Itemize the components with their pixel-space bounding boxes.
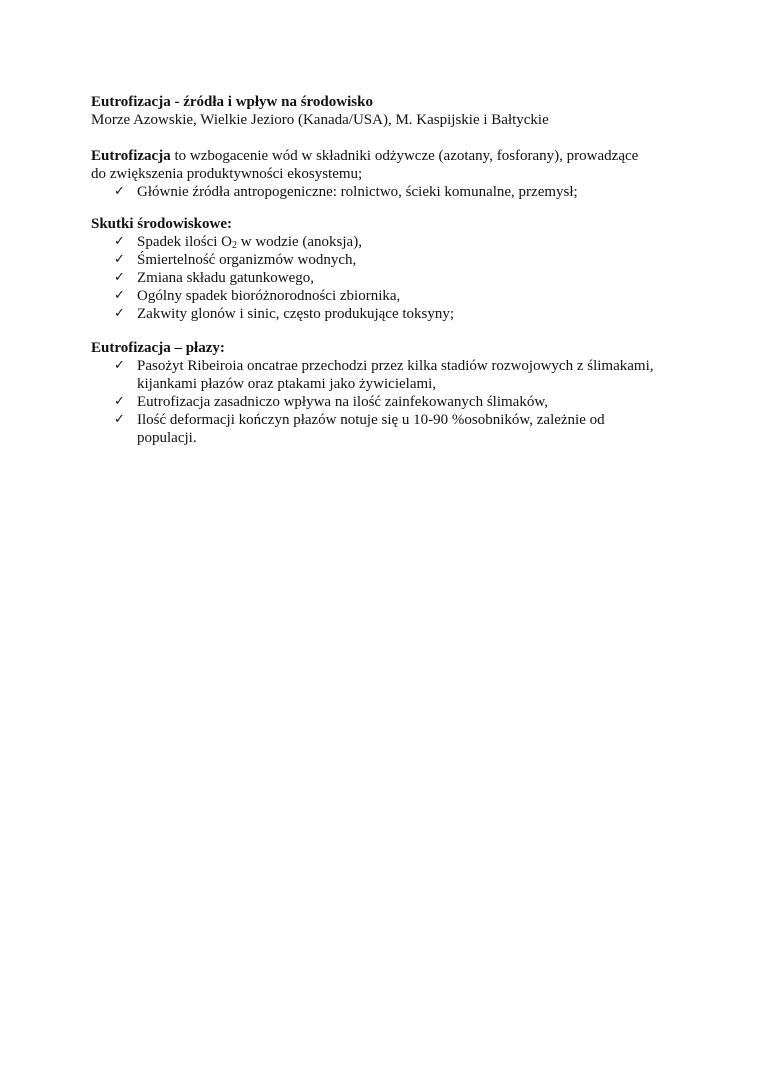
page-subtitle: Morze Azowskie, Wielkie Jezioro (Kanada/USA), M. Kaspijskie i Bałtyckie bbox=[91, 112, 549, 128]
effects-heading: Skutki środowiskowe: bbox=[91, 216, 233, 232]
definition-list bbox=[91, 183, 681, 201]
checkmark-icon: ✓ bbox=[114, 184, 125, 199]
definition-line-2: do zwiększenia produktywności ekosystemu; bbox=[91, 166, 363, 182]
checkmark-icon: ✓ bbox=[114, 412, 125, 427]
definition-term: Eutrofizacja bbox=[91, 148, 171, 164]
list-item: ✓ Głównie źródła antropogeniczne: rolnictwo, ścieki komunalne, przemysł; bbox=[114, 184, 578, 200]
checkmark-icon: ✓ bbox=[114, 306, 125, 321]
checkmark-icon: ✓ bbox=[114, 234, 125, 249]
definition-text: to wzbogacenie wód w składniki odżywcze (azotany, fosforany), prowadzące bbox=[170, 148, 639, 164]
list-item: ✓ Ogólny spadek bioróżnorodności zbiornika, bbox=[114, 288, 401, 304]
title-block bbox=[91, 93, 681, 129]
effects-section bbox=[91, 215, 681, 323]
list-item: ✓ Śmiertelność organizmów wodnych, bbox=[114, 252, 357, 268]
effects-list bbox=[91, 233, 681, 323]
definition-section bbox=[91, 147, 681, 201]
list-item: ✓ Ilość deformacji kończyn płazów notuje się u 10-90 %osobników, zależnie od populacji. bbox=[114, 412, 605, 446]
amphibians-list bbox=[91, 357, 681, 447]
definition-line-1 bbox=[91, 147, 681, 165]
list-item: ✓ Zmiana składu gatunkowego, bbox=[114, 270, 315, 286]
checkmark-icon: ✓ bbox=[114, 252, 125, 267]
list-item: ✓ Eutrofizacja zasadniczo wpływa na ilość zainfekowanych ślimaków, bbox=[114, 394, 548, 410]
checkmark-icon: ✓ bbox=[114, 270, 125, 285]
checkmark-icon: ✓ bbox=[114, 394, 125, 409]
page-title: Eutrofizacja - źródła i wpływ na środowisko bbox=[91, 94, 373, 110]
amphibians-heading: Eutrofizacja – płazy: bbox=[91, 340, 225, 356]
list-item: ✓ Zakwity glonów i sinic, często produkujące toksyny; bbox=[114, 306, 455, 322]
list-item: ✓ Pasożyt Ribeiroia oncatrae przechodzi przez kilka stadiów rozwojowych z ślimakami, kijankami płazów oraz ptakami jako żywicielami, bbox=[114, 358, 654, 392]
checkmark-icon: ✓ bbox=[114, 358, 125, 373]
amphibians-section bbox=[91, 339, 681, 447]
list-item: ✓ Spadek ilości $O_2$ w wodzie (anoksja), bbox=[114, 234, 362, 251]
checkmark-icon: ✓ bbox=[114, 288, 125, 303]
